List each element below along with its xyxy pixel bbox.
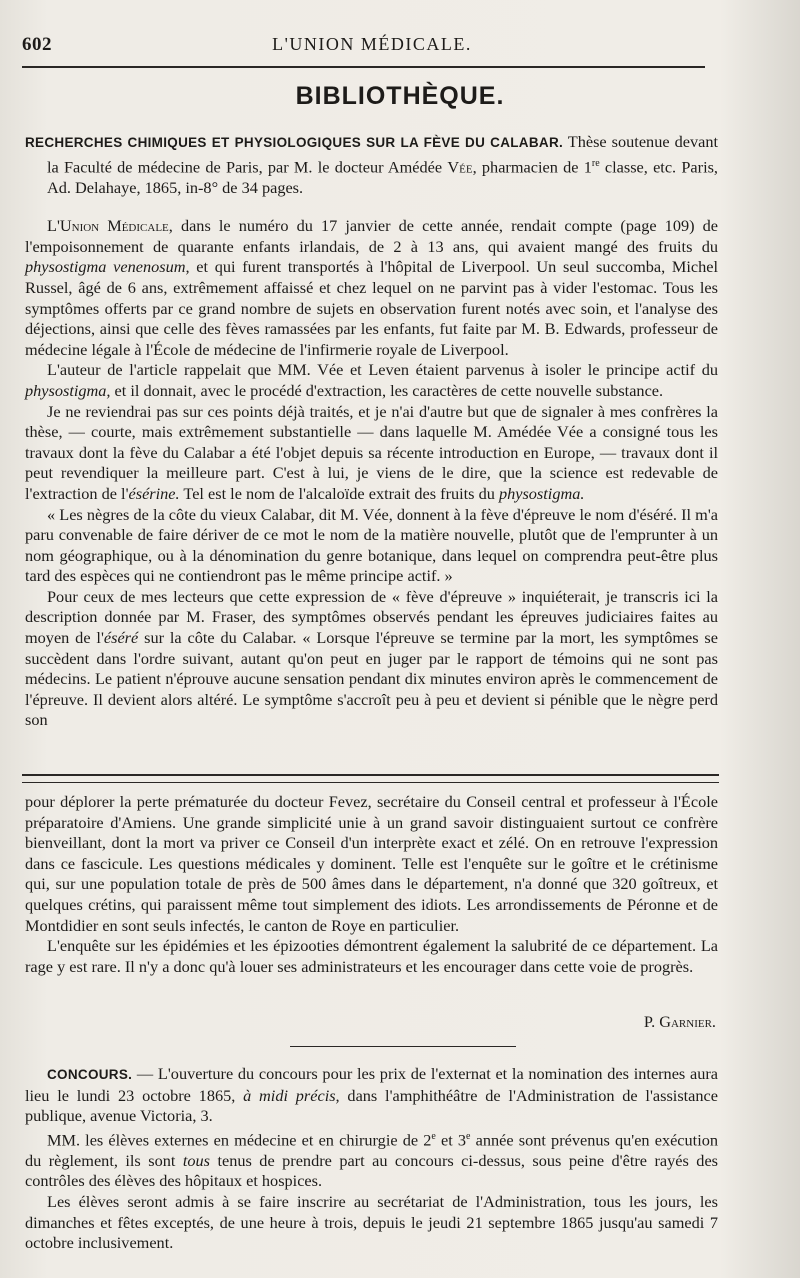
bibliotheque-body [25,132,718,731]
paragraph: pour déplorer la perte prématurée du docteur Fevez, secrétaire du Conseil central et professeur à l'École préparatoire d'Amiens. Une grande simplicité unie à un grand savoir distinguaient surtout ce confrère bienveillant, dont la mort va priver ce Conseil d'un interprète exact et zélé. On en retrouve l'expression dans ce fascicule. Les questions médicales y dominent. Telle est l'enquête sur le goître et le crétinisme qui, sur une population totale de près de 500 âmes dans le département, n'a donné que 320 goîtreux, et quelques crétins, qui paraissent même tout simplement des idiots. Les arrondissements de Péronne et de Montdidier en sont seuls infectés, le canton de Roye en particulier. [25,792,718,935]
concours-body [25,1064,718,1254]
paragraph: Je ne reviendrai pas sur ces points déjà traités, et je n'ai d'autre but que de signaler à mes confrères la thèse, — courte, mais extrêmement substantielle — dans laquelle M. Amédée Vée a consigné tous les travaux dont la fève du Calabar a été l'objet depuis sa récente introduction en Europe, — travaux dont il peut revendiquer la meilleure part. C'est à lui, je viens de le dire, que la science est redevable de l'extraction de l'ésérine. Tel est le nom de l'alcaloïde extrait des fruits du physostigma. [25,401,718,503]
separator-rule [290,1046,516,1047]
page-number: 602 [22,34,52,55]
paragraph: Les élèves seront admis à se faire inscrire au secrétariat de l'Administration, tous les jours, les dimanches et fêtes exceptés, de une heure à trois, depuis le jeudi 21 septembre 1865 jusqu'au samedi 7 octobre inclusivement. [25,1191,718,1253]
paragraph: L'Union Médicale, dans le numéro du 17 janvier de cette année, rendait compte (page 109) de l'empoisonnement de quarante enfants irlandais, de 2 à 13 ans, qui avaient mangé des fruits du physostigma venenosum, et qui furent transportés à l'hôpital de Liverpool. Un seul succomba, Michel Russel, âgé de 6 ans, extrêmement affaissé et chez lequel on ne parvint pas à vider l'estomac. Tous les symptômes offerts par ce grand nombre de sujets en observation furent notés avec soin, et l'analyse des déjections, ainsi que celle des fèves ramassées par les enfants, fut faite par M. B. Edwards, professeur de médecine légale à l'École de médecine de l'infirmerie royale de Liverpool. [25,216,719,359]
journal-name: L'Union Médicale [47,216,169,236]
section-title: BIBLIOTHÈQUE. [295,82,505,110]
paragraph: L'auteur de l'article rappelait que MM. Vée et Leven étaient parvenus à isoler le principe actif du physostigma, et il donnait, avec le procédé d'extraction, les caractères de cette nouvelle substance. [25,360,718,400]
continuation-body [25,792,718,977]
citation-author: Vée [447,157,473,177]
paragraph: Pour ceux de mes lecteurs que cette expression de « fève d'épreuve » inquiéterait, je transcris ici la description donnée par M. Fraser, des symptômes observés pendant les épreuves judiciaires faites au moyen de l'éséré sur la côte du Calabar. « Lorsque l'épreuve se termine par la mort, les symptômes se succèdent dans l'ordre suivant, autant qu'on peut en juger par le rapport de témoins qui ne sont pas médecins. Le patient n'éprouve aucune sensation pendant dix minutes environ après le commencement de l'épreuve. Il devient alors altéré. Le symptôme s'accroît peu à peu et devient si pénible que le nègre perd son [25,586,718,730]
book-citation: RECHERCHES CHIMIQUES ET PHYSIOLOGIQUES SUR LA FÈVE DU CALABAR. Thèse soutenue devant la Faculté de médecine de Paris, par M. le docteur Amédée Vée, pharmacien de 1re classe, etc. Paris, Ad. Delahaye, 1865, in-8° de 34 pages. [25,132,719,197]
concours-heading: CONCOURS. [47,1067,133,1082]
paragraph: CONCOURS. — L'ouverture du concours pour les prix de l'externat et la nomination des internes aura lieu le lundi 23 octobre 1865, à midi précis, dans l'amphithéâtre de l'Administration de l'assistance publique, avenue Victoria, 3. [25,1064,718,1126]
section-divider [22,774,719,783]
paragraph: MM. les élèves externes en médecine et en chirurgie de 2e et 3e année sont prévenus qu'en exécution du règlement, ils sont tous tenus de prendre part au concours ci-dessus, sous peine d'être rayés des contrôles des élèves des hôpitaux et hospices. [25,1130,719,1191]
page-header [22,30,722,62]
running-head: L'UNION MÉDICALE. [272,34,472,54]
paragraph: L'enquête sur les épidémies et les épizooties démontrent également la salubrité de ce département. La rage y est rare. Il n'y a donc qu'à louer ses administrateurs et les encourager dans cette voie de progrès. [25,936,718,976]
author-signature: P. Garnier. [643,1012,716,1031]
citation-title: RECHERCHES CHIMIQUES ET PHYSIOLOGIQUES SUR LA FÈVE DU CALABAR. [25,135,564,150]
quotation-paragraph: « Les nègres de la côte du vieux Calabar, dit M. Vée, donnent à la fève d'épreuve le nom d'éséré. Il m'a paru convenable de faire dériver de ce mot le nom de la matière nouvelle, plutôt que de l'emprunter à un nom géographique, ou à la dénomination du genre botanique, dans lequel on comprendra peut-être plus tard des espèces qui ne contiendront pas le même principe actif. » [25,504,718,586]
header-rule [22,66,705,68]
